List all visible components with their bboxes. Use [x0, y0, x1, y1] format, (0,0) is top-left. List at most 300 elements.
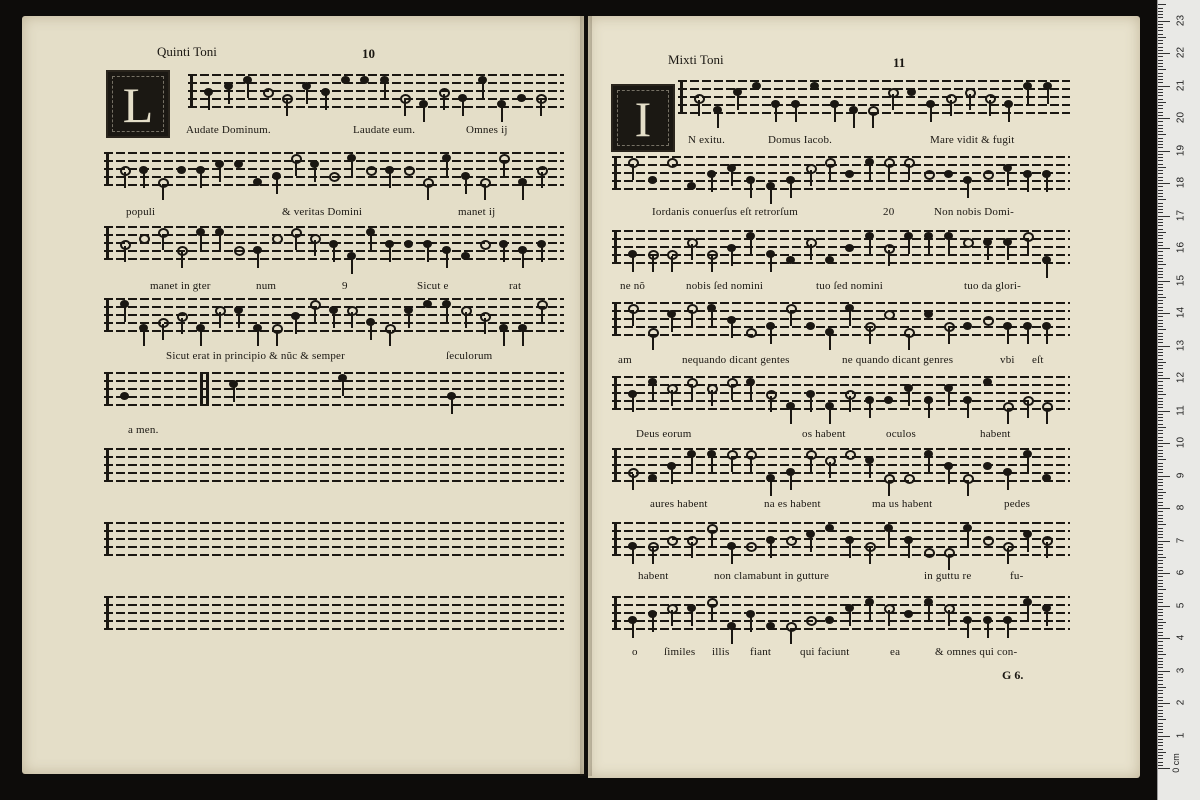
note-stem [928, 456, 930, 472]
lyric: non clamabunt in gutture [714, 570, 830, 582]
note-head [746, 542, 757, 552]
music-staff [612, 522, 1070, 562]
note-stem [1027, 536, 1029, 552]
staff-line [612, 620, 1070, 622]
ruler-tick [1158, 628, 1163, 629]
ruler-tick [1158, 456, 1163, 457]
ruler-tick [1158, 92, 1163, 93]
note-stem [522, 252, 524, 268]
staff-line [612, 254, 1070, 256]
ruler-tick [1158, 372, 1163, 373]
note-stem [446, 306, 448, 322]
right-page-header: Mixti Toni [668, 52, 724, 67]
ruler-tick [1158, 73, 1163, 74]
ruler-tick [1158, 108, 1163, 109]
ruler-tick [1158, 589, 1166, 590]
ruler-tick [1158, 417, 1163, 418]
ruler-tick [1158, 336, 1163, 337]
left-page-header: Quinti Toni [157, 44, 217, 59]
ruler-tick [1158, 11, 1163, 12]
ruler-tick [1158, 563, 1163, 564]
lyric: nobis ſed nomini [686, 280, 764, 292]
ruler-number: 22 [1175, 46, 1187, 59]
ruler-tick [1158, 485, 1163, 486]
note-stem [465, 312, 467, 328]
note-stem [632, 396, 634, 412]
note-head [983, 536, 994, 546]
lyric: habent [638, 570, 669, 582]
ruler-tick [1158, 505, 1163, 506]
note-stem [671, 390, 673, 406]
note-stem [711, 310, 713, 326]
staff-line [612, 554, 1070, 556]
note-stem [1046, 262, 1048, 278]
lyric: eſt [1032, 354, 1044, 366]
ruler-number: 5 [1175, 602, 1187, 608]
note-stem [750, 616, 752, 632]
note-head [924, 170, 935, 180]
lyric: manet ij [458, 206, 496, 218]
ruler-tick [1158, 635, 1163, 636]
ruler-tick [1158, 534, 1163, 535]
ruler-tick [1158, 235, 1163, 236]
staff-line [104, 628, 564, 630]
ruler-tick [1158, 495, 1163, 496]
ruler-tick [1158, 697, 1163, 698]
ruler-tick [1158, 479, 1163, 480]
note-stem [228, 88, 230, 104]
note-stem [810, 396, 812, 412]
note-stem [200, 172, 202, 188]
note-head [884, 396, 893, 404]
ruler-tick [1158, 170, 1163, 171]
note-stem [1027, 88, 1029, 104]
note-stem [482, 82, 484, 98]
note-stem [888, 530, 890, 546]
ruler-number: 15 [1175, 274, 1187, 286]
ruler-tick [1158, 398, 1163, 399]
staff-line [104, 388, 564, 390]
ruler-tick [1158, 706, 1163, 707]
ruler-tick [1158, 433, 1163, 434]
music-staff [612, 302, 1070, 342]
music-staff [612, 376, 1070, 416]
ruler-tick [1158, 612, 1163, 613]
ruler-tick [1158, 567, 1163, 568]
lyric: qui faciunt [800, 646, 850, 658]
ruler-tick [1158, 34, 1163, 35]
ruler-tick [1158, 346, 1170, 347]
clef-bar [614, 596, 617, 630]
ruler-tick [1158, 752, 1166, 753]
ruler-tick [1158, 264, 1166, 265]
note-stem [314, 240, 316, 256]
decorated-initial-right: I [611, 84, 675, 152]
staff-line [612, 318, 1070, 320]
note-stem [950, 100, 952, 116]
ruler-tick [1158, 79, 1163, 80]
clef-bar [614, 302, 617, 336]
staff-line [104, 456, 564, 458]
note-head [786, 536, 797, 546]
ruler-number: 23 [1175, 14, 1187, 26]
ruler-tick [1158, 518, 1163, 519]
note-stem [948, 554, 950, 570]
lyric: ea [890, 646, 901, 658]
ruler-tick [1158, 703, 1170, 704]
note-stem [314, 166, 316, 182]
note-head [786, 256, 795, 264]
ruler-number: 2 [1175, 699, 1187, 706]
staff-line [612, 164, 1070, 166]
note-head [253, 178, 262, 186]
ruler-tick [1158, 14, 1163, 15]
ruler-number: 13 [1175, 339, 1187, 351]
ruler-tick [1158, 583, 1163, 584]
note-stem [717, 112, 719, 128]
clef-bar [190, 74, 193, 108]
ruler-tick [1158, 261, 1163, 262]
note-head [963, 322, 972, 330]
note-stem [750, 384, 752, 400]
note-stem [795, 106, 797, 122]
lyric: a men. [128, 424, 159, 436]
lyric: habent [980, 428, 1011, 440]
staff-line [612, 392, 1070, 394]
lyric: Non nobis Domi- [934, 206, 1014, 218]
note-stem [389, 246, 391, 262]
ruler-tick [1158, 30, 1163, 31]
note-head [806, 616, 817, 626]
ruler-tick [1158, 651, 1163, 652]
ruler-tick [1158, 222, 1163, 223]
staff-line [104, 554, 564, 556]
note-stem [1007, 244, 1009, 260]
note-stem [423, 106, 425, 122]
ruler-tick [1158, 528, 1163, 529]
note-head [234, 160, 243, 168]
ruler-tick [1158, 277, 1163, 278]
lyric: os habent [802, 428, 846, 440]
ruler-tick [1158, 430, 1163, 431]
note-stem [849, 610, 851, 626]
ruler-tick [1158, 755, 1163, 756]
ruler-tick [1158, 63, 1163, 64]
note-stem [731, 548, 733, 564]
note-stem [967, 530, 969, 546]
lyric: tuo da glori- [964, 280, 1021, 292]
note-stem [389, 172, 391, 188]
note-stem [408, 312, 410, 328]
note-stem [948, 610, 950, 626]
ruler-tick [1158, 440, 1163, 441]
staff-line [612, 302, 1070, 304]
note-stem [1007, 170, 1009, 186]
note-stem [247, 82, 249, 98]
ruler-tick [1158, 40, 1163, 41]
staff-line [104, 160, 564, 162]
clef-bar [614, 156, 617, 190]
ruler-tick [1158, 531, 1163, 532]
ruler-tick [1158, 21, 1170, 22]
staff-line [612, 172, 1070, 174]
note-stem [446, 252, 448, 268]
ruler-tick [1158, 17, 1163, 18]
ruler-tick [1158, 368, 1163, 369]
ruler-tick [1158, 427, 1166, 428]
note-stem [541, 172, 543, 188]
ruler-tick [1158, 27, 1163, 28]
note-head [120, 392, 129, 400]
note-stem [124, 172, 126, 188]
ruler-tick [1158, 102, 1166, 103]
staff-line [104, 464, 564, 466]
ruler-tick [1158, 323, 1163, 324]
ruler-tick [1158, 141, 1163, 142]
ruler-tick [1158, 310, 1163, 311]
ruler-tick [1158, 664, 1163, 665]
ruler-tick [1158, 648, 1163, 649]
ruler-tick [1158, 151, 1170, 152]
note-stem [869, 328, 871, 344]
note-head [234, 246, 245, 256]
lyric: & veritas Domini [282, 206, 363, 218]
note-stem [1027, 238, 1029, 254]
ruler-tick [1158, 554, 1163, 555]
ruler-tick [1158, 446, 1163, 447]
lyric: am [618, 354, 632, 366]
ruler-tick [1158, 355, 1163, 356]
lyric: fu- [1010, 570, 1024, 582]
staff-line [104, 380, 564, 382]
ruler-tick [1158, 50, 1163, 51]
staff-line [612, 246, 1070, 248]
ruler-tick [1158, 739, 1163, 740]
ruler-number: 7 [1175, 537, 1187, 543]
ruler-tick [1158, 303, 1163, 304]
note-stem [711, 256, 713, 272]
note-stem [503, 330, 505, 346]
note-stem [200, 234, 202, 250]
note-stem [770, 480, 772, 496]
staff-line [612, 310, 1070, 312]
ruler-tick [1158, 580, 1163, 581]
lyric: aures habent [650, 498, 708, 510]
lyric: ne quando dicant genres [842, 354, 954, 366]
staff-line [612, 180, 1070, 182]
ruler-tick [1158, 339, 1163, 340]
ruler-tick [1158, 489, 1163, 490]
lyric: rat [509, 280, 522, 292]
ruler-tick [1158, 745, 1163, 746]
staff-line [104, 396, 564, 398]
ruler-tick [1158, 196, 1163, 197]
note-stem [731, 628, 733, 644]
lyric: ma us habent [872, 498, 933, 510]
note-stem [503, 160, 505, 176]
ruler-tick [1158, 186, 1163, 187]
music-staff [104, 152, 564, 192]
clef-bar [106, 448, 109, 482]
staff-line [104, 184, 564, 186]
staff-line [612, 480, 1070, 482]
book-gutter [580, 16, 592, 776]
clef-bar [106, 226, 109, 260]
note-stem [967, 622, 969, 638]
lyric: oculos [886, 428, 916, 440]
staff-line [104, 472, 564, 474]
ruler-number: 10 [1175, 436, 1187, 449]
ruler-number: 4 [1175, 634, 1187, 641]
ruler-tick [1158, 375, 1163, 376]
note-stem [698, 100, 700, 116]
ruler-tick [1158, 190, 1163, 191]
music-staff [188, 74, 564, 114]
ruler-tick [1158, 271, 1163, 272]
ruler-number: 6 [1175, 569, 1187, 576]
ruler-tick [1158, 4, 1166, 5]
ruler-tick [1158, 732, 1163, 733]
ruler-tick [1158, 693, 1163, 694]
ruler-tick [1158, 687, 1166, 688]
note-stem [711, 390, 713, 406]
note-stem [770, 542, 772, 558]
note-stem [276, 178, 278, 194]
ruler-tick [1158, 391, 1163, 392]
staff-line [104, 298, 564, 300]
note-stem [286, 100, 288, 116]
staff-line [612, 538, 1070, 540]
lyric: & omnes qui con- [935, 646, 1018, 658]
lyric: tuo ſed nomini [816, 280, 883, 292]
note-stem [849, 396, 851, 412]
note-stem [370, 324, 372, 340]
ruler-tick [1158, 167, 1166, 168]
measuring-ruler [1157, 0, 1200, 800]
staff-line [104, 604, 564, 606]
ruler-number: 3 [1175, 667, 1187, 673]
note-stem [219, 234, 221, 250]
note-stem [829, 164, 831, 180]
ruler-tick [1158, 177, 1163, 178]
note-stem [632, 548, 634, 564]
note-stem [790, 182, 792, 198]
ruler-tick [1158, 424, 1163, 425]
note-stem [967, 402, 969, 418]
note-head [366, 166, 377, 176]
note-stem [770, 396, 772, 412]
music-staff [612, 448, 1070, 488]
ruler-tick [1158, 586, 1163, 587]
ruler-tick [1158, 677, 1163, 678]
note-stem [522, 184, 524, 200]
staff-line [104, 522, 564, 524]
note-stem [314, 306, 316, 322]
note-stem [888, 480, 890, 496]
note-stem [652, 256, 654, 272]
ruler-tick [1158, 654, 1166, 655]
note-stem [257, 252, 259, 268]
ruler-tick [1158, 700, 1163, 701]
note-stem [849, 310, 851, 326]
staff-line [612, 400, 1070, 402]
lyric: pedes [1004, 498, 1031, 510]
note-stem [219, 166, 221, 182]
note-stem [1007, 328, 1009, 344]
ruler-tick [1158, 719, 1166, 720]
staff-line [104, 330, 564, 332]
staff-line [612, 456, 1070, 458]
note-stem [465, 178, 467, 194]
ruler-tick [1158, 199, 1166, 200]
ruler-number: 18 [1175, 176, 1187, 189]
ruler-tick [1158, 160, 1163, 161]
note-stem [908, 390, 910, 406]
note-stem [1046, 328, 1048, 344]
ruler-number: 17 [1175, 209, 1187, 221]
music-staff [612, 230, 1070, 270]
note-stem [930, 106, 932, 122]
note-stem [1008, 106, 1010, 122]
ruler-tick [1158, 521, 1163, 522]
lyric: Laudate eum. [353, 124, 416, 136]
note-stem [632, 164, 634, 180]
ruler-tick [1158, 414, 1163, 415]
ruler-tick [1158, 472, 1163, 473]
staff-line [612, 188, 1070, 190]
ruler-tick [1158, 76, 1163, 77]
lyric: Iordanis conuerſus eſt retrorſum [652, 206, 798, 218]
music-staff [104, 226, 564, 266]
staff-line [612, 326, 1070, 328]
staff-line [612, 604, 1070, 606]
ruler-tick [1158, 420, 1163, 421]
staff-line [612, 376, 1070, 378]
note-stem [451, 398, 453, 414]
clef-bar [614, 522, 617, 556]
ruler-tick [1158, 180, 1163, 181]
note-head [272, 234, 283, 244]
ruler-tick [1158, 193, 1163, 194]
note-head [648, 474, 657, 482]
note-stem [948, 238, 950, 254]
note-stem [790, 474, 792, 490]
lyric: Omnes ij [466, 124, 508, 136]
ruler-tick [1158, 511, 1163, 512]
note-head [845, 244, 854, 252]
note-stem [671, 610, 673, 626]
lyric: Mare vidit & fugit [930, 134, 1015, 146]
ruler-tick [1158, 729, 1163, 730]
note-stem [306, 88, 308, 104]
ruler-tick [1158, 99, 1163, 100]
note-stem [384, 82, 386, 98]
note-stem [969, 94, 971, 110]
note-head [845, 170, 854, 178]
ruler-tick [1158, 541, 1170, 542]
note-stem [948, 468, 950, 484]
note-stem [948, 390, 950, 406]
ruler-tick [1158, 118, 1170, 119]
music-staff [612, 156, 1070, 196]
ruler-tick [1158, 466, 1163, 467]
ruler-tick [1158, 125, 1163, 126]
note-stem [750, 456, 752, 472]
music-staff [612, 596, 1070, 636]
staff-line [104, 168, 564, 170]
staff-line [612, 230, 1070, 232]
note-stem [1046, 408, 1048, 424]
